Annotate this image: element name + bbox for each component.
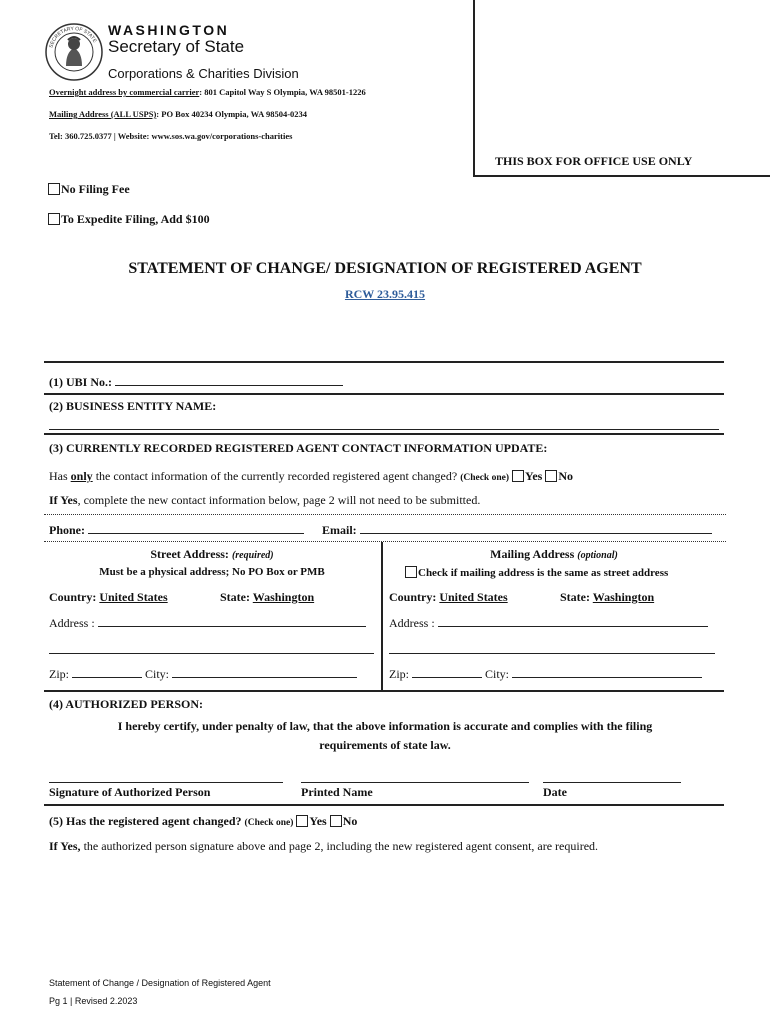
mailing-country: Country: United States	[389, 590, 508, 604]
email-field[interactable]: Email:	[322, 523, 712, 538]
mailing-state: State: Washington	[560, 590, 655, 604]
phone-field[interactable]: Phone:	[49, 523, 304, 538]
street-zip-city[interactable]: Zip: City:	[49, 667, 357, 682]
section4-label: (4) AUTHORIZED PERSON:	[49, 697, 204, 711]
contact-info: Tel: 360.725.0377 | Website: www.sos.wa.gov/corporations-charities	[49, 131, 293, 141]
s5-if-yes-note: If Yes, the authorized person signature above and page 2, including the new registered agent consent, are required.	[49, 839, 599, 853]
street-state: State: Washington	[220, 590, 315, 604]
ubi-field[interactable]: (1) UBI No.:	[49, 375, 343, 390]
only-contact-question: Has only the contact information of the currently recorded registered agent changed? (Check one) Yes No	[49, 469, 574, 483]
no-filing-fee-checkbox[interactable]	[48, 183, 60, 195]
street-address-input[interactable]: Address :	[49, 616, 366, 631]
expedite-checkbox[interactable]	[48, 213, 60, 225]
dotted-rule-1	[44, 514, 726, 515]
same-as-street-checkbox[interactable]	[405, 566, 417, 578]
street-address-note: Must be a physical address; No PO Box or PMB	[99, 566, 325, 578]
s5-no-checkbox[interactable]	[330, 815, 342, 827]
date-line[interactable]	[543, 772, 681, 783]
rule-2	[44, 433, 724, 435]
expedite-option[interactable]: To Expedite Filing, Add $100	[48, 212, 210, 227]
street-country: Country: United States	[49, 590, 168, 604]
office-use-box	[473, 0, 770, 177]
same-as-street-option[interactable]: Check if mailing address is the same as street address	[405, 566, 668, 579]
printed-name-label: Printed Name	[301, 785, 373, 799]
mailing-address: Mailing Address (ALL USPS): PO Box 40234 Olympia, WA 98504-0234	[49, 109, 308, 119]
header-office: Secretary of State	[108, 37, 245, 56]
address-column-divider	[381, 542, 383, 690]
s3-no-checkbox[interactable]	[545, 470, 557, 482]
header-division: Corporations & Charities Division	[108, 66, 299, 81]
street-address-line2[interactable]	[49, 641, 374, 654]
street-address-title: Street Address: (required)	[150, 547, 274, 561]
no-filing-fee-option[interactable]: No Filing Fee	[48, 182, 130, 197]
mailing-address-input[interactable]: Address :	[389, 616, 708, 631]
rcw-link[interactable]: RCW 23.95.415	[344, 287, 426, 301]
page-title: STATEMENT OF CHANGE/ DESIGNATION OF REGISTERED AGENT	[128, 260, 642, 277]
header-state: WASHINGTON	[108, 22, 230, 38]
svg-text:SECRETARY OF STATE: SECRETARY OF STATE	[48, 25, 98, 49]
overnight-address: Overnight address by commercial carrier: 801 Capitol Way S Olympia, WA 98501-1226	[49, 87, 366, 97]
rule-3	[44, 690, 724, 692]
s5-yes-checkbox[interactable]	[296, 815, 308, 827]
footer-title: Statement of Change / Designation of Registered Agent	[49, 978, 271, 988]
s3-yes-checkbox[interactable]	[512, 470, 524, 482]
section3-label: (3) CURRENTLY RECORDED REGISTERED AGENT CONTACT INFORMATION UPDATE:	[49, 441, 548, 455]
s3-if-yes-note: If Yes, complete the new contact information below, page 2 will not need to be submitted.	[49, 493, 481, 507]
rule-1	[44, 393, 724, 395]
mailing-address-title: Mailing Address (optional)	[490, 547, 618, 561]
mailing-address-line2[interactable]	[389, 641, 715, 654]
entity-name-label: (2) BUSINESS ENTITY NAME:	[49, 399, 217, 413]
footer-page: Pg 1 | Revised 2.2023	[49, 996, 138, 1006]
wa-seal-logo	[44, 22, 104, 82]
certify-line-1: I hereby certify, under penalty of law, that the above information is accurate and complies with the filing	[117, 719, 653, 733]
printed-name-line[interactable]	[301, 772, 529, 783]
mailing-zip-city[interactable]: Zip: City:	[389, 667, 702, 682]
certify-line-2: requirements of state law.	[319, 738, 451, 752]
signature-label: Signature of Authorized Person	[49, 785, 211, 799]
dotted-rule-2	[44, 541, 726, 542]
rule-4	[44, 804, 724, 806]
date-label: Date	[543, 785, 567, 799]
office-use-label: THIS BOX FOR OFFICE USE ONLY	[495, 154, 693, 168]
entity-name-input[interactable]	[49, 417, 719, 430]
signature-line[interactable]	[49, 772, 283, 783]
agent-changed-question: (5) Has the registered agent changed? (Check one) Yes No	[49, 814, 358, 828]
rule-top	[44, 361, 724, 363]
